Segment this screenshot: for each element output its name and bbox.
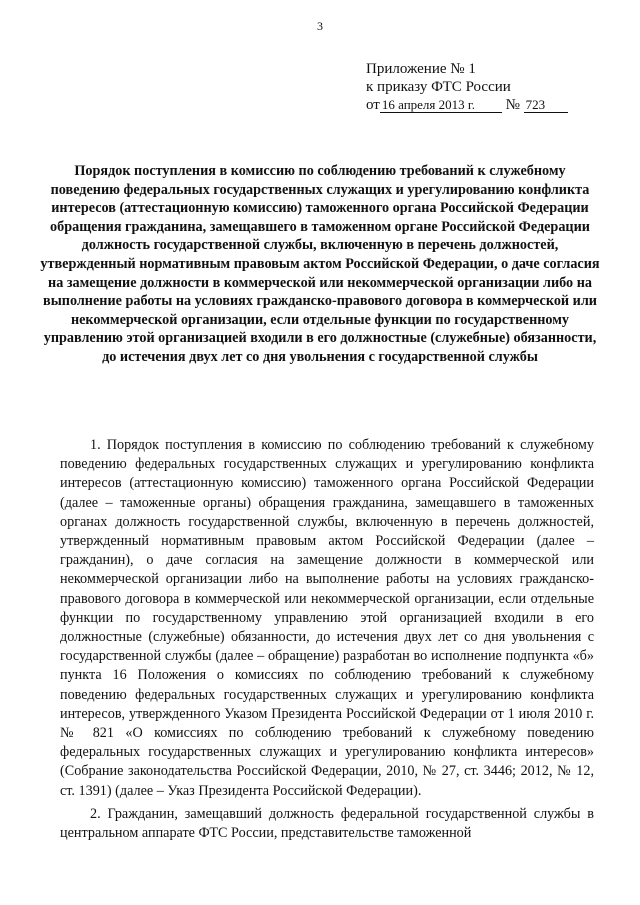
paragraph-1: 1. Порядок поступления в комиссию по соблюдению требований к служебному поведению федеральных государственных служащих и урегулированию конфликта интересов (аттестационную комиссию) таможенного органа Российской Федерации (далее – таможенные органы) обращения гражданина, замещавшего в таможенных органах должность государственной службы, включенную в перечень должностей, утвержденный нормативным правовым актом Российской Федерации (далее – гражданин), о даче согласия на замещение должности в коммерческой или некоммерческой организации либо на выполнение работы на условиях гражданско-правового договора в коммерческой или некоммерческой организации, если отдельные функции по государственному управлению этой организацией входили в его должностные (служебные) обязанности, до истечения двух лет со дня увольнения с государственной службы (далее – обращение) разработан во исполнение подпункта «б» пункта 16 Положения о комиссиях по соблюдению требований к служебному поведению федеральных государственных служащих и урегулированию конфликта интересов, утвержденного Указом Президента Российской Федерации от 1 июля 2010 г. № 821 «О комиссиях по соблюдению требований к служебному поведению федеральных государственных служащих и урегулированию конфликта интересов» (Собрание законодательства Российской Федерации, 2010, № 27, ст. 3446; 2012, № 12, ст. 1391) (далее – Указ Президента Российской Федерации). [60,437,594,799]
appendix-block [366,60,568,114]
date-prefix: от [366,97,380,113]
number-prefix: № [505,97,520,113]
appendix-order-ref: к приказу ФТС России [366,79,511,95]
order-date: 16 апреля 2013 г. [380,97,502,113]
document-title: Порядок поступления в комиссию по соблюдению требований к служебному поведению федеральных государственных служащих и урегулированию конфликта интересов (аттестационную комиссию) таможенного органа Российской Федерации обращения гражданина, замещавшего в таможенном органе Российской Федерации должность государственной службы, включенную в перечень должностей, утвержденный нормативным правовым актом Российской Федерации, о даче согласия на замещение должности в коммерческой или некоммерческой организации либо на выполнение работы на условиях гражданско-правового договора в коммерческой или некоммерческой организации, если отдельные функции по государственному управлению этой организацией входили в его должностные (служебные) обязанности, до истечения двух лет со дня увольнения с государственной службы [40,163,600,365]
paragraph-2: 2. Гражданин, замещавший должность федеральной государственной службы в центральном аппарате ФТС России, представительстве таможенной [60,805,594,842]
appendix-date-line [366,96,568,114]
document-body [60,436,594,847]
order-number: 723 [524,97,568,113]
page-number: 3 [317,19,323,33]
appendix-title: Приложение № 1 [366,61,476,77]
